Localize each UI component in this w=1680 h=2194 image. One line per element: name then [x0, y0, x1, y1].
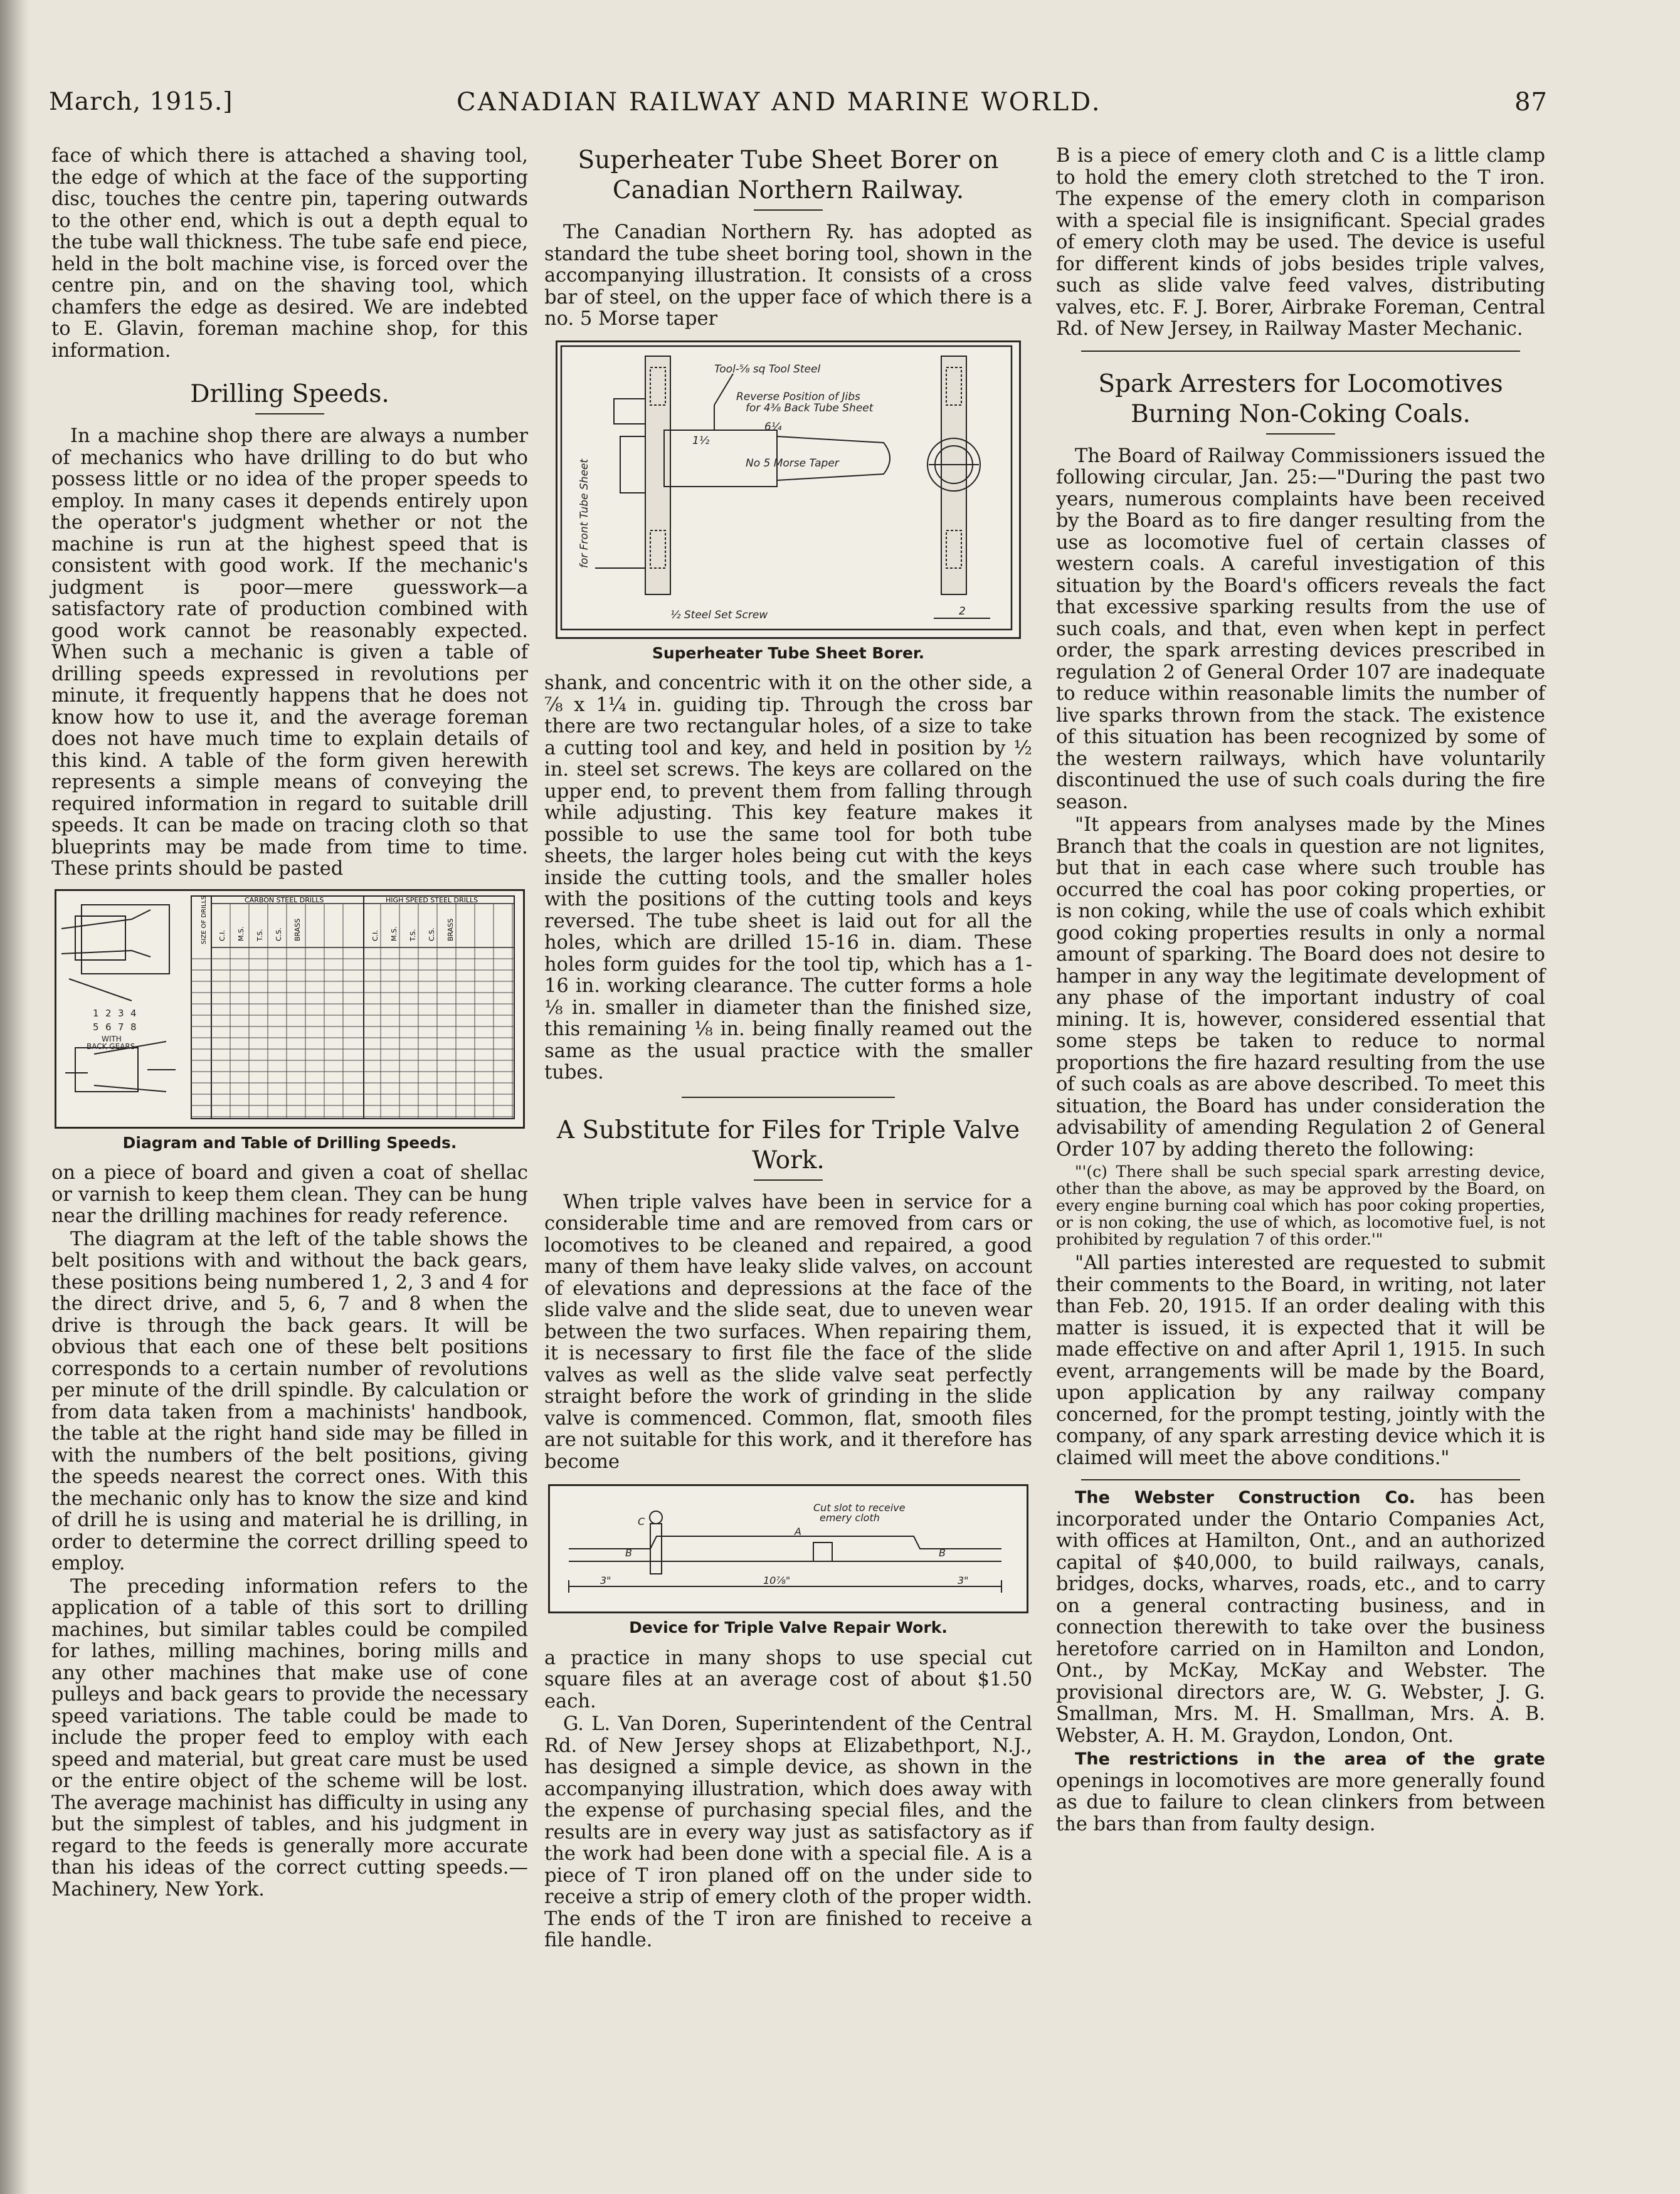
svg-text:Reverse Position of Jibs: Reverse Position of Jibs — [736, 390, 860, 403]
column-1 — [51, 145, 528, 1902]
restrictions-body: openings in locomotives are more generally found as due to failure to clean clinkers from between the bars than from faulty design. — [1056, 1769, 1545, 1835]
svg-text:C.S.: C.S. — [428, 927, 436, 941]
webster-news-item — [1056, 1487, 1545, 1747]
svg-text:B: B — [939, 1547, 946, 1559]
svg-text:T.S.: T.S. — [409, 929, 417, 941]
svg-text:2: 2 — [105, 1007, 112, 1019]
heading-rule — [255, 413, 324, 414]
svg-text:No 5 Morse Taper: No 5 Morse Taper — [746, 456, 839, 470]
svg-text:HIGH SPEED STEEL DRILLS: HIGH SPEED STEEL DRILLS — [386, 895, 478, 904]
files-paragraph-1: When triple valves have been in service for a considerable time and are removed from cars or locomotives to be cleaned and repaired, a good many of them have leaky slide valves, on account of elevations and depressions at the face of the slide valve and the slide seat, due to uneven wear between the two surfaces. When repairing them, it is necessary to first file the face of the slide valves as well as the slide valve seat perfectly straight before the work of grinding in the slide valve is commenced. Common, flat, smooth files are not suitable for this work, and it therefore has become — [544, 1191, 1032, 1473]
svg-text:5: 5 — [93, 1021, 99, 1033]
spark-paragraph-3: "All parties interested are requested to submit their comments to the Board, in writing, not later than Feb. 20, 1915. If an order dealing with this matter is issued, it is expected that it will be made effective on and after April 1, 1915. In such event, arrangements will be made by the Board, upon application by any railway company concerned, for the prompt testing, jointly with the company, of any spark arresting device which it is claimed will meet the above conditions." — [1056, 1252, 1545, 1469]
column-3 — [1056, 145, 1545, 1837]
drilling-diagram-table — [56, 891, 519, 1123]
restrictions-lead: The restrictions in the area of the grate — [1075, 1749, 1545, 1769]
heading-rule — [1266, 433, 1335, 435]
tube-borer-figure — [556, 340, 1021, 639]
svg-text:M.S.: M.S. — [390, 926, 398, 941]
tube-borer-heading: Superheater Tube Sheet Borer on Canadian Northern Railway. — [578, 146, 999, 204]
svg-text:3": 3" — [958, 1574, 969, 1586]
svg-text:C.I.: C.I. — [371, 929, 379, 941]
svg-text:A: A — [795, 1526, 801, 1537]
svg-text:for Front Tube Sheet: for Front Tube Sheet — [578, 458, 591, 568]
svg-text:emery cloth: emery cloth — [820, 1512, 880, 1524]
webster-body: has been incorporated under the Ontario Companies Act, with offices at Hamilton, Ont., and an authorized capital of $40,000, to build railways, canals, bridges, docks, wharves, roads, etc., and to carry on a general contracting business, and in connection therewith to take over the business heretofore carried on in Hamilton and London, Ont., by McKay, McKay and Webster. The provisional directors are, W. G. Webster, J. G. Smallman, Mrs. M. H. Smallman, Mrs. A. B. Webster, A. H. M. Graydon, London, Ont. — [1056, 1486, 1546, 1747]
tube-borer-paragraph-2: shank, and concentric with it on the other side, a ⅞ x 1¼ in. guiding tip. Through the cross bar there are two rectangular holes, of a size to take a cutting tool and key, and held in position by ½ in. steel set screws. The keys are collared on the upper end, to prevent them from falling through while adjusting. This key feature makes it possible to use the same tool for both tube sheets, the larger holes being cut with the keys inside the cutting tools, and the smaller holes with the positions of the cutting tools and keys reversed. The tube sheet is laid out for all the holes, which are drilled 15-16 in. diam. These holes form guides for the tool tip, which has a 1-16 in. working clearance. The cutter forms a hole ⅛ in. smaller in diameter than the finished size, this remaining ⅛ in. being finally reamed out the same as the usual practice with the smaller tubes. — [544, 672, 1032, 1084]
section-rule — [682, 1097, 895, 1098]
files-paragraph-2: a practice in many shops to use special cut square files at an average cost of about $1.50 each. — [544, 1647, 1032, 1712]
cone-pulley-diagram — [61, 905, 176, 1092]
speed-table — [191, 895, 514, 1119]
article-continuation: face of which there is attached a shaving tool, the edge of which at the face of the supporting disc, touches the centre pin, tapering outwards to the other end, which is out a depth equal to the tube wall thickness. The tube safe end piece, held in the bolt machine vise, is forced over the centre pin, and on the shaving tool, which chamfers the edge as desired. We are indebted to E. Glavin, foreman machine shop, for this information. — [51, 145, 528, 362]
belt-labels — [87, 1008, 137, 1051]
tube-borer-paragraph-1: The Canadian Northern Ry. has adopted as standard the tube sheet boring tool, shown in the accompanying illustration. It consists of a cross bar of steel, on the upper face of which there is a no. 5 Morse taper — [544, 221, 1032, 330]
svg-text:B: B — [625, 1547, 632, 1559]
svg-text:C.S.: C.S. — [275, 927, 283, 941]
device-caption: Device for Triple Valve Repair Work. — [629, 1618, 948, 1637]
svg-text:Tool-⅝ sq Tool Steel: Tool-⅝ sq Tool Steel — [714, 362, 821, 376]
tube-borer-caption: Superheater Tube Sheet Borer. — [652, 643, 925, 662]
webster-lead: The Webster Construction Co. — [1075, 1488, 1416, 1507]
svg-text:BRASS: BRASS — [446, 918, 455, 941]
svg-text:8: 8 — [130, 1021, 137, 1033]
section-rule — [1081, 1479, 1520, 1480]
svg-text:10⅞": 10⅞" — [763, 1574, 791, 1586]
files-substitute-heading: A Substitute for Files for Triple Valve Work. — [556, 1115, 1020, 1174]
drilling-paragraph-4: The preceding information refers to the application of a table of this sort to drilling machines, but similar tables could be compiled for lathes, milling machines, boring mills and any other machines that make use of cone pulleys and back gears to provide the necessary speed variations. The table could be made to include the proper feed to employ with each speed and material, but great care must be used or the entire object of the scheme will be lost. The average machinist has difficulty in using any but the simplest of tables, and his judgment in regard to the feeds is generally more accurate than his ideas of the correct cutting speeds.—Machinery, New York. — [51, 1575, 528, 1901]
publication-title: CANADIAN RAILWAY AND MARINE WORLD. — [457, 88, 1102, 117]
svg-text:6¼: 6¼ — [764, 420, 782, 433]
svg-text:WITH: WITH — [102, 1034, 122, 1043]
spark-paragraph-1: The Board of Railway Commissioners issued the following circular, Jan. 25:—"During the past two years, numerous complaints have been received by the Board as to fire danger resulting from the use as locomotive fuel of certain classes of western coals. A careful investigation of this situation by the Board's officers reveals the fact that excessive sparking results from the use of such coals, and that, even when kept in perfect order, the spark arresting devices prescribed in regulation 2 of General Order 107 are inadequate to reduce within reasonable limits the number of live sparks thrown from the stack. The existence of this situation has been recognized by some of the western railways, which have voluntarily discontinued the use of such coals during the fire season. — [1056, 445, 1545, 813]
svg-text:2: 2 — [959, 604, 966, 618]
svg-text:4: 4 — [130, 1007, 137, 1019]
svg-text:BRASS: BRASS — [293, 918, 302, 941]
section-rule — [1081, 351, 1520, 352]
svg-text:C.I.: C.I. — [218, 929, 226, 941]
tube-borer-drawing — [557, 342, 1015, 633]
issue-date: March, 1915.] — [49, 88, 233, 116]
svg-text:CARBON STEEL DRILLS: CARBON STEEL DRILLS — [245, 895, 324, 904]
svg-text:Cut slot to receive: Cut slot to receive — [813, 1502, 906, 1514]
svg-text:3: 3 — [118, 1007, 124, 1019]
spark-paragraph-2: "It appears from analyses made by the Mines Branch that the coals in question are not lignites, but that in each case where such trouble has occurred the coal has poor coking properties, or is non coking, while the use of coals which exhibit good coking properties results in only a normal amount of sparking. The Board does not desire to hamper in any way the legitimate development of any phase of the important industry of coal mining. It is, however, considered essential that some steps be taken to reduce to normal proportions the fire hazard resulting from the use of such coals as are above described. To meet this situation, the Board has under consideration the advisability of amending Regulation 2 of General Order 107 by adding thereto the following: — [1056, 814, 1545, 1161]
binding-shadow — [0, 0, 29, 2194]
svg-text:M.S.: M.S. — [237, 926, 245, 941]
svg-text:3": 3" — [600, 1574, 611, 1586]
drilling-paragraph-2: on a piece of board and given a coat of shellac or varnish to keep them clean. They can be hung near the drilling machines for ready reference. — [51, 1162, 528, 1227]
heading-rule — [754, 209, 823, 211]
svg-text:for 4⅜ Back Tube Sheet: for 4⅜ Back Tube Sheet — [746, 401, 874, 414]
triple-valve-device-drawing — [550, 1486, 1023, 1608]
restrictions-news-item — [1056, 1748, 1545, 1835]
files-continuation: B is a piece of emery cloth and C is a little clamp to hold the emery cloth stretched to the T iron. The expense of the emery cloth in comparison with a special file is insignificant. Special grades of emery cloth may be used. The device is useful for different kinds of jobs besides triple valves, such as slide valve feed valves, distributing valves, etc. F. J. Borer, Airbrake Foreman, Central Rd. of New Jersey, in Railway Master Mechanic. — [1056, 145, 1545, 340]
files-paragraph-3: G. L. Van Doren, Superintendent of the Central Rd. of New Jersey shops at Elizabethport, N.J., has designed a simple device, as shown in the accompanying illustration, which does away with the expense of purchasing special files, and the results are in every way just as satisfactory as if the work had been done with a special file. A is a piece of T iron planed off on the under side to receive a strip of emery cloth of the proper width. The ends of the T iron are finished to receive a file handle. — [544, 1713, 1032, 1951]
spark-arresters-heading: Spark Arresters for Locomotives Burning Non-Coking Coals. — [1098, 369, 1503, 428]
svg-text:SIZE OF DRILLS: SIZE OF DRILLS — [201, 895, 208, 944]
svg-text:½ Steel Set Screw: ½ Steel Set Screw — [670, 608, 768, 621]
svg-text:1½: 1½ — [692, 434, 710, 447]
heading-rule — [754, 1179, 823, 1181]
drilling-paragraph-1: In a machine shop there are always a number of mechanics who have drilling to do but who possess little or no idea of the proper speeds to employ. In many cases it depends entirely upon the operator's judgment whether or not the machine is run at the highest speed that is consistent with good work. If the mechanic's judgment is poor—mere guesswork—a satisfactory rate of production combined with good work cannot be reasonably expected. When such a mechanic is given a table of drilling speeds expressed in revolutions per minute, it frequently happens that he does not know how to use it, and the average foreman does not have much time to explain details of this kind. A table of the form given herewith represents a simple means of conveying the required information in regard to suitable drill speeds. It can be made on tracing cloth so that blueprints may be made from time to time. These prints should be pasted — [51, 425, 528, 880]
svg-text:C: C — [638, 1516, 645, 1527]
drilling-paragraph-3: The diagram at the left of the table shows the belt positions with and without the back gears, these positions being numbered 1, 2, 3 and 4 for the direct drive, and 5, 6, 7 and 8 when the drive is through the back gears. It will be obvious that each one of these belt positions corresponds to a certain number of revolutions per minute of the drill spindle. By calculation or from data taken from a machinists' handbook, the table at the right hand side may be filled in with the numbers of the belt positions, giving the speeds nearest the correct ones. With this the mechanic only has to know the size and kind of drill he is using and material he is drilling, in order to determine the correct drilling speed to employ. — [51, 1228, 528, 1574]
drilling-speeds-figure — [55, 889, 525, 1129]
svg-text:1: 1 — [93, 1007, 99, 1019]
column-2 — [544, 145, 1032, 1953]
drilling-figure-caption: Diagram and Table of Drilling Speeds. — [122, 1133, 457, 1152]
drilling-speeds-heading: Drilling Speeds. — [190, 380, 389, 408]
spark-quoted-regulation: "'(c) There shall be such special spark arresting device, other than the above, as may be approved by the Board, on every engine burning coal which has poor coking properties, or is non coking, the use of which, as locomotive fuel, is not prohibited by regulation 7 of this order.'" — [1056, 1163, 1545, 1248]
running-head — [49, 80, 1548, 118]
svg-text:6: 6 — [105, 1021, 112, 1033]
svg-text:T.S.: T.S. — [256, 929, 264, 941]
svg-text:7: 7 — [118, 1021, 124, 1033]
triple-valve-device-figure — [548, 1484, 1028, 1613]
page-number: 87 — [1514, 88, 1548, 117]
svg-text:BACK GEARS: BACK GEARS — [87, 1042, 135, 1051]
